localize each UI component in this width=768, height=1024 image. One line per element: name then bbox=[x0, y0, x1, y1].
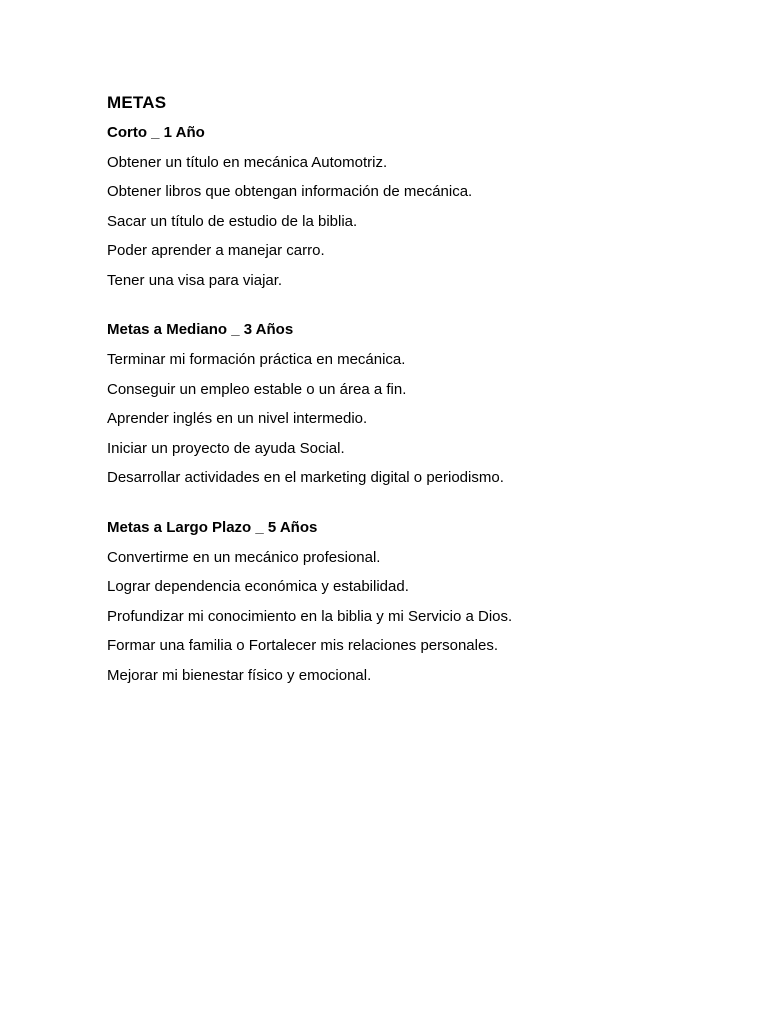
document-title: METAS bbox=[107, 93, 167, 112]
section-heading-medium-term: Metas a Mediano _ 3 Años bbox=[107, 321, 294, 339]
goal-item: Conseguir un empleo estable o un área a fin. bbox=[107, 380, 407, 398]
goal-list-long-term bbox=[107, 548, 707, 686]
goal-item: Aprender inglés en un nivel intermedio. bbox=[107, 410, 368, 428]
section-heading-long-term: Metas a Largo Plazo _ 5 Años bbox=[107, 518, 318, 536]
goal-list-medium-term bbox=[107, 350, 707, 488]
goal-item: Iniciar un proyecto de ayuda Social. bbox=[107, 439, 345, 457]
goal-item: Desarrollar actividades en el marketing digital o periodismo. bbox=[107, 469, 504, 487]
goal-item: Profundizar mi conocimiento en la biblia y mi Servicio a Dios. bbox=[107, 607, 513, 625]
goal-item: Poder aprender a manejar carro. bbox=[107, 242, 325, 260]
section-long-term bbox=[107, 518, 707, 686]
goal-item: Mejorar mi bienestar físico y emocional. bbox=[107, 666, 372, 684]
goal-list-short-term bbox=[107, 153, 707, 291]
goal-item: Lograr dependencia económica y estabilidad. bbox=[107, 578, 409, 596]
goal-item: Convertirme en un mecánico profesional. bbox=[107, 548, 381, 566]
section-medium-term bbox=[107, 320, 707, 488]
document-page bbox=[107, 93, 707, 696]
goal-item: Tener una visa para viajar. bbox=[107, 271, 283, 289]
section-heading-short-term: Corto _ 1 Año bbox=[107, 124, 205, 141]
goal-item: Obtener libros que obtengan información de mecánica. bbox=[107, 183, 473, 201]
goal-item: Sacar un título de estudio de la biblia. bbox=[107, 212, 358, 230]
goal-item: Terminar mi formación práctica en mecánica. bbox=[107, 351, 406, 369]
goal-item: Formar una familia o Fortalecer mis relaciones personales. bbox=[107, 637, 498, 655]
goal-item: Obtener un título en mecánica Automotriz. bbox=[107, 153, 388, 171]
section-short-term bbox=[107, 123, 707, 291]
